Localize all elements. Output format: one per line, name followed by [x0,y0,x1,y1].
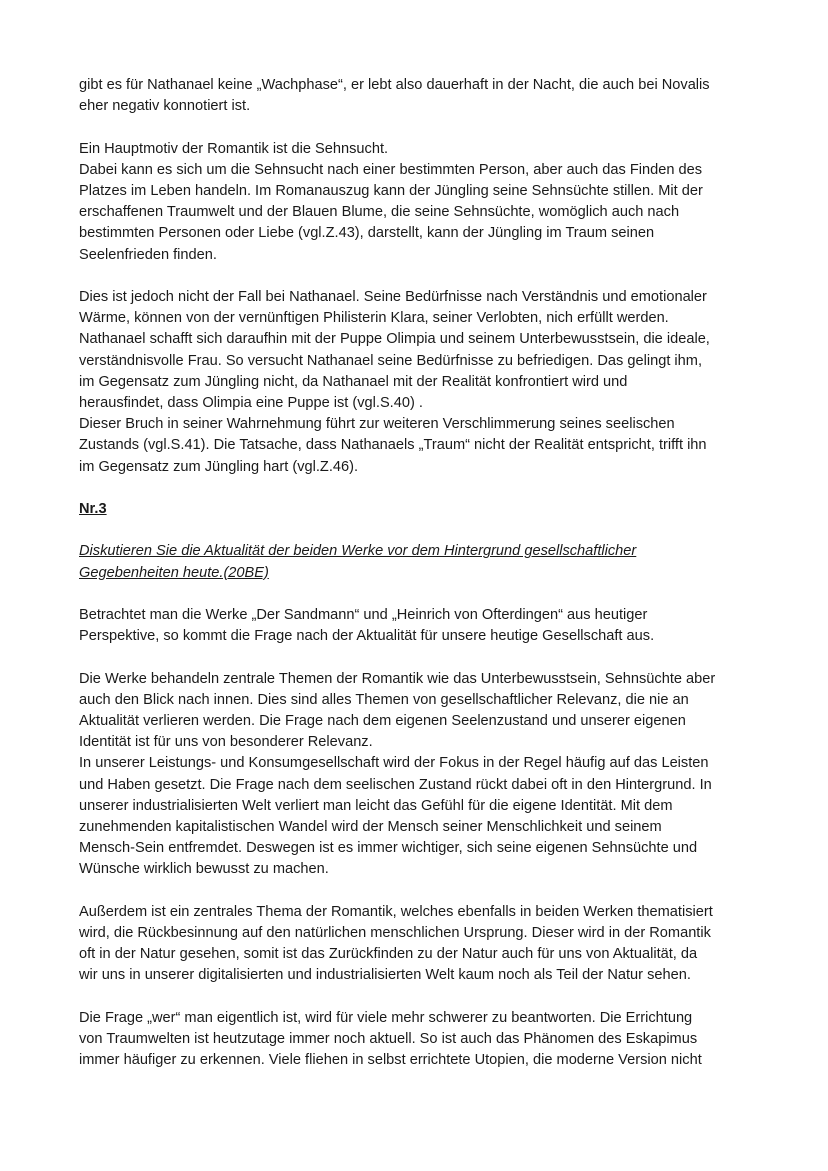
task-line: Diskutieren Sie die Aktualität der beiden Werke vor dem Hintergrund gesellschaftlicher [79,543,637,560]
text-line: im Gegensatz zum Jüngling nicht, da Nathanael mit der Realität konfrontiert wird und [79,373,628,390]
paragraph [79,75,759,117]
text-line: zunehmenden kapitalistischen Wandel wird der Mensch seiner Menschlichkeit und seinem [79,819,662,836]
text-line: oft in der Natur gesehen, somit ist das Zurückfinden zu der Natur auch für uns von Aktualität, da [79,946,698,963]
text-line: Seelenfrieden finden. [79,246,217,263]
paragraphs-top [79,75,759,478]
text-line: und Haben gesetzt. Die Frage nach dem seelischen Zustand rückt dabei oft in den Hintergrund. In [79,776,712,793]
text-line: Dieser Bruch in seiner Wahrnehmung führt zur weiteren Verschlimmerung seines seelischen [79,416,675,433]
paragraphs-bottom [79,605,759,1071]
text-line: Zustands (vgl.S.41). Die Tatsache, dass Nathanaels „Traum“ nicht der Realität entspricht, trifft ihn [79,437,707,454]
text-line: Identität ist für uns von besonderer Relevanz. [79,734,373,751]
text-line: Perspektive, so kommt die Frage nach der Aktualität für unsere heutige Gesellschaft aus. [79,628,655,645]
text-line: auch den Blick nach innen. Dies sind alles Themen von gesellschaftlicher Relevanz, die nie an [79,691,689,708]
text-line: In unserer Leistungs- und Konsumgesellschaft wird der Fokus in der Regel häufig auf das Leisten [79,755,709,772]
text-line: gibt es für Nathanael keine „Wachphase“, er lebt also dauerhaft in der Nacht, die auch bei Novalis [79,77,710,93]
paragraph [79,605,759,647]
text-line: wird, die Rückbesinnung auf den natürlichen menschlichen Ursprung. Dieser wird in der Romantik [79,925,711,942]
paragraph [79,287,759,478]
text-line: verständnisvolle Frau. So versucht Nathanael seine Bedürfnisse zu befriedigen. Das gelingt ihm, [79,352,703,369]
text-line: Dabei kann es sich um die Sehnsucht nach einer bestimmten Person, aber auch das Finden des [79,161,703,178]
text-line: Wünsche wirklich bewusst zu machen. [79,861,329,878]
text-line: unserer industrialisierten Welt verliert man leicht das Gefühl für die eigene Identität. Mit dem [79,797,673,814]
task-line: Gegebenheiten heute.(20BE) [79,564,269,581]
text-line: eher negativ konnotiert ist. [79,98,251,115]
text-line: Außerdem ist ein zentrales Thema der Romantik, welches ebenfalls in beiden Werken thematisiert [79,903,713,920]
text-line: bestimmten Personen oder Liebe (vgl.Z.43), darstellt, kann der Jüngling im Traum seinen [79,225,655,242]
text-line: Die Werke behandeln zentrale Themen der Romantik wie das Unterbewusstsein, Sehnsüchte aber [79,670,716,687]
text-line: Dies ist jedoch nicht der Fall bei Nathanael. Seine Bedürfnisse nach Verständnis und emotionaler [79,289,707,305]
paragraph [79,1008,759,1072]
text-line: von Traumwelten ist heutzutage immer noch aktuell. So ist auch das Phänomen des Eskapimus [79,1031,698,1048]
text-line: Die Frage „wer“ man eigentlich ist, wird für viele mehr schwerer zu beantworten. Die Errichtung [79,1009,693,1026]
text-line: Platzes im Leben handeln. Im Romanauszug kann der Jüngling seine Sehnsüchte stillen. Mit der [79,183,703,199]
paragraph [79,902,759,987]
text-line: immer häufiger zu erkennen. Viele fliehen in selbst errichtete Utopien, die moderne Version nicht [79,1052,702,1069]
text-line: erschaffenen Traumwelt und der Blauen Blume, die seine Sehnsüchte, womöglich auch nach [79,204,680,221]
document-page [79,75,759,1093]
paragraph [79,139,759,266]
text-line: Aktualität verlieren werden. Die Frage nach dem eigenen Seelenzustand und unserer eigenen [79,713,686,729]
task-prompt [79,541,759,583]
text-line: Mensch-Sein entfremdet. Deswegen ist es immer wichtiger, sich seine eigenen Sehnsüchte und [79,840,698,857]
text-line: wir uns in unserer digitalisierten und industrialisierten Welt kaum noch als Teil der Natur sehen. [79,967,691,984]
text-line: herausfindet, dass Olimpia eine Puppe ist (vgl.S.40) . [79,395,423,412]
text-line: Betrachtet man die Werke „Der Sandmann“ und „Heinrich von Ofterdingen“ aus heutiger [79,607,648,623]
paragraph [79,669,759,881]
text-line: Wärme, können von der vernünftigen Philisterin Klara, seiner Verlobten, nich erfüllt werden. [79,310,669,327]
text-line: Nathanael schafft sich daraufhin mit der Puppe Olimpia und seinem Unterbewusstsein, die ideale, [79,331,710,348]
text-line: Ein Hauptmotiv der Romantik ist die Sehnsucht. [79,140,389,157]
section-heading: Nr.3 [79,501,107,518]
text-line: im Gegensatz zum Jüngling hart (vgl.Z.46). [79,458,359,475]
